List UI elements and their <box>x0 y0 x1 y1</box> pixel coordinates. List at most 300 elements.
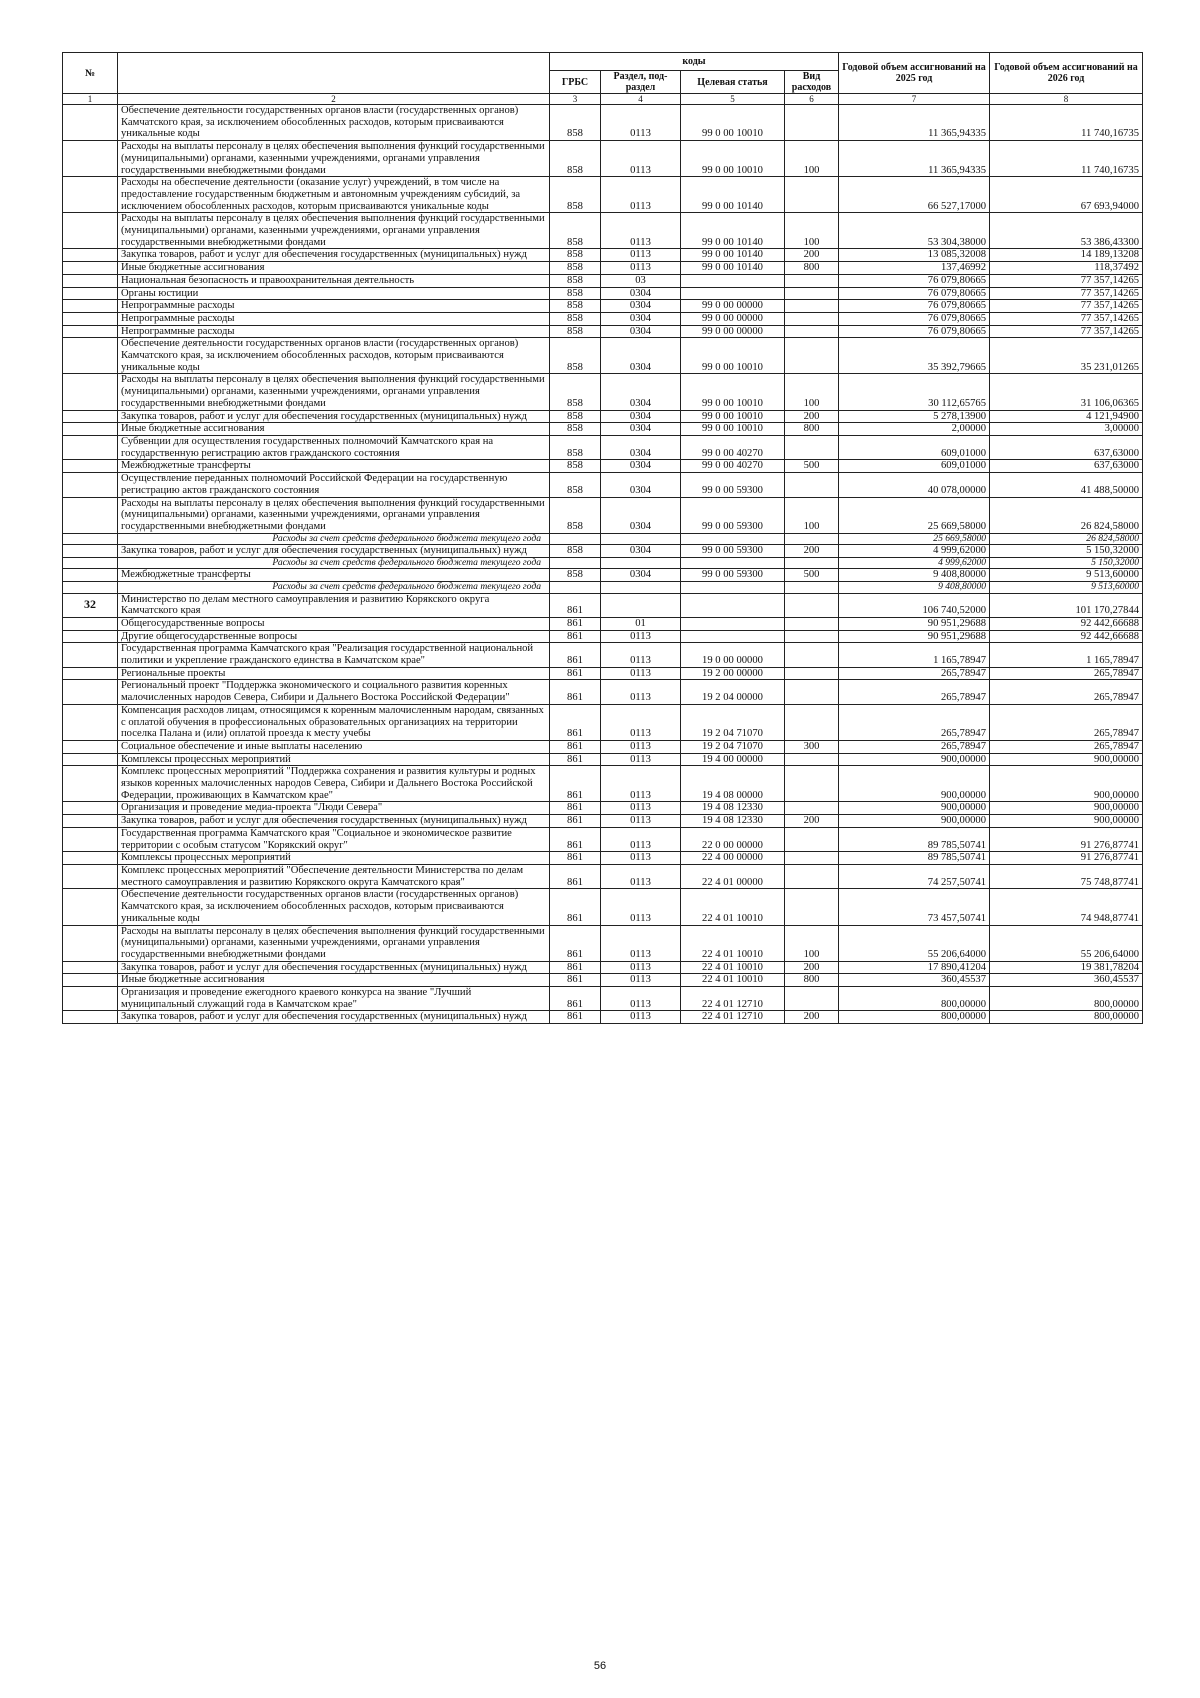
row-amount-2025: 106 740,52000 <box>839 593 990 617</box>
row-amount-2026: 637,63000 <box>990 435 1143 459</box>
row-amount-2026: 41 488,50000 <box>990 473 1143 497</box>
row-number <box>63 410 118 423</box>
row-type <box>785 593 839 617</box>
row-number <box>63 497 118 533</box>
row-target: 99 0 00 10010 <box>681 141 785 177</box>
row-amount-2025: 900,00000 <box>839 815 990 828</box>
row-grbs: 861 <box>550 802 601 815</box>
row-grbs <box>550 582 601 594</box>
row-type: 100 <box>785 374 839 410</box>
row-amount-2026: 900,00000 <box>990 766 1143 802</box>
row-number <box>63 802 118 815</box>
table-row <box>63 852 1143 865</box>
row-grbs: 858 <box>550 569 601 582</box>
row-section: 0113 <box>601 177 681 213</box>
row-amount-2025: 265,78947 <box>839 740 990 753</box>
row-amount-2025: 265,78947 <box>839 680 990 704</box>
row-grbs: 861 <box>550 961 601 974</box>
row-number <box>63 274 118 287</box>
table-body <box>63 105 1143 1024</box>
row-amount-2026: 9 513,60000 <box>990 582 1143 594</box>
row-amount-2025: 90 951,29688 <box>839 617 990 630</box>
row-target: 22 4 01 12710 <box>681 1011 785 1024</box>
row-section: 0113 <box>601 643 681 667</box>
table-row <box>63 473 1143 497</box>
row-grbs: 858 <box>550 312 601 325</box>
row-type <box>785 300 839 313</box>
row-amount-2025: 35 392,79665 <box>839 338 990 374</box>
row-section <box>601 533 681 545</box>
row-amount-2026: 77 357,14265 <box>990 312 1143 325</box>
row-amount-2025: 89 785,50741 <box>839 827 990 851</box>
row-name: Государственная программа Камчатского края "Реализация государственной национальной политики и укрепление гражданского единства в Камчатском крае" <box>118 643 550 667</box>
row-type <box>785 312 839 325</box>
row-target <box>681 557 785 569</box>
row-type: 100 <box>785 213 839 249</box>
row-amount-2026: 637,63000 <box>990 460 1143 473</box>
row-target: 19 2 04 71070 <box>681 740 785 753</box>
row-grbs: 858 <box>550 338 601 374</box>
row-number <box>63 533 118 545</box>
row-section: 0113 <box>601 704 681 740</box>
column-index-4: 4 <box>601 94 681 105</box>
row-number <box>63 473 118 497</box>
row-amount-2025: 73 457,50741 <box>839 889 990 925</box>
row-section: 0304 <box>601 338 681 374</box>
row-target: 99 0 00 59300 <box>681 569 785 582</box>
row-amount-2026: 11 740,16735 <box>990 141 1143 177</box>
row-grbs: 861 <box>550 925 601 961</box>
row-target: 22 4 01 00000 <box>681 864 785 888</box>
row-amount-2025: 265,78947 <box>839 667 990 680</box>
row-number: 32 <box>63 593 118 617</box>
row-type <box>785 338 839 374</box>
row-grbs: 861 <box>550 974 601 987</box>
row-amount-2026: 101 170,27844 <box>990 593 1143 617</box>
row-section: 0113 <box>601 105 681 141</box>
row-name: Иные бюджетные ассигнования <box>118 262 550 275</box>
row-grbs: 861 <box>550 753 601 766</box>
table-row <box>63 105 1143 141</box>
table-row <box>63 704 1143 740</box>
row-type: 300 <box>785 740 839 753</box>
row-grbs: 861 <box>550 1011 601 1024</box>
row-amount-2025: 17 890,41204 <box>839 961 990 974</box>
table-row <box>63 497 1143 533</box>
row-amount-2025: 74 257,50741 <box>839 864 990 888</box>
row-name: Расходы на выплаты персоналу в целях обеспечения выполнения функций государственными (муниципальными) органами, казенными учреждениями, органами управления государственными внебюджетными фондами <box>118 374 550 410</box>
row-type <box>785 753 839 766</box>
row-grbs: 861 <box>550 766 601 802</box>
row-amount-2026: 26 824,58000 <box>990 533 1143 545</box>
row-grbs: 861 <box>550 889 601 925</box>
row-name: Органы юстиции <box>118 287 550 300</box>
row-target: 99 0 00 10140 <box>681 262 785 275</box>
row-amount-2026: 75 748,87741 <box>990 864 1143 888</box>
row-type <box>785 827 839 851</box>
row-name: Иные бюджетные ассигнования <box>118 423 550 436</box>
table-row <box>63 766 1143 802</box>
row-amount-2026: 4 121,94900 <box>990 410 1143 423</box>
row-amount-2025: 800,00000 <box>839 987 990 1011</box>
row-type <box>785 473 839 497</box>
row-target <box>681 274 785 287</box>
row-target: 19 4 08 12330 <box>681 815 785 828</box>
row-number <box>63 582 118 594</box>
table-row <box>63 423 1143 436</box>
row-target: 22 0 00 00000 <box>681 827 785 851</box>
row-grbs: 858 <box>550 545 601 558</box>
row-target: 19 2 04 00000 <box>681 680 785 704</box>
row-number <box>63 262 118 275</box>
column-index-2: 2 <box>118 94 550 105</box>
row-amount-2026: 55 206,64000 <box>990 925 1143 961</box>
federal-funds-row <box>63 557 1143 569</box>
row-type <box>785 533 839 545</box>
row-target: 22 4 01 12710 <box>681 987 785 1011</box>
row-type: 800 <box>785 423 839 436</box>
row-section: 0113 <box>601 213 681 249</box>
row-number <box>63 766 118 802</box>
row-name: Региональный проект "Поддержка экономического и социального развития коренных малочисленных народов Севера, Сибири и Дальнего Востока Российской Федерации" <box>118 680 550 704</box>
row-amount-2026: 35 231,01265 <box>990 338 1143 374</box>
row-amount-2025: 76 079,80665 <box>839 300 990 313</box>
row-name: Иные бюджетные ассигнования <box>118 974 550 987</box>
row-name: Комплекс процессных мероприятий "Обеспечение деятельности Министерства по делам местного самоуправления и развитию Корякского округа Камчатского края" <box>118 864 550 888</box>
row-amount-2026: 53 386,43300 <box>990 213 1143 249</box>
row-amount-2025: 25 669,58000 <box>839 497 990 533</box>
column-index-3: 3 <box>550 94 601 105</box>
row-name: Государственная программа Камчатского края "Социальное и экономическое развитие территории с особым статусом "Корякский округ" <box>118 827 550 851</box>
header-2026: Годовой объем ассигнований на 2026 год <box>990 53 1143 94</box>
row-type <box>785 325 839 338</box>
row-name: Закупка товаров, работ и услуг для обеспечения государственных (муниципальных) нужд <box>118 410 550 423</box>
row-section: 0113 <box>601 249 681 262</box>
row-target <box>681 593 785 617</box>
row-section: 0113 <box>601 815 681 828</box>
row-grbs: 858 <box>550 497 601 533</box>
row-target: 22 4 01 10010 <box>681 889 785 925</box>
row-type <box>785 852 839 865</box>
row-amount-2025: 360,45537 <box>839 974 990 987</box>
row-amount-2025: 4 999,62000 <box>839 557 990 569</box>
header-num: № <box>63 53 118 94</box>
row-amount-2025: 76 079,80665 <box>839 312 990 325</box>
row-amount-2026: 77 357,14265 <box>990 325 1143 338</box>
row-amount-2025: 900,00000 <box>839 766 990 802</box>
row-target <box>681 617 785 630</box>
row-type <box>785 435 839 459</box>
row-section: 0304 <box>601 545 681 558</box>
row-type <box>785 630 839 643</box>
row-grbs: 861 <box>550 987 601 1011</box>
row-amount-2026: 900,00000 <box>990 802 1143 815</box>
row-number <box>63 338 118 374</box>
row-target <box>681 533 785 545</box>
table-row <box>63 667 1143 680</box>
row-name: Комплексы процессных мероприятий <box>118 852 550 865</box>
row-section: 0113 <box>601 630 681 643</box>
row-grbs: 861 <box>550 630 601 643</box>
row-type <box>785 889 839 925</box>
table-row <box>63 889 1143 925</box>
table-row <box>63 287 1143 300</box>
row-number <box>63 141 118 177</box>
row-amount-2026: 360,45537 <box>990 974 1143 987</box>
table-row <box>63 177 1143 213</box>
row-number <box>63 852 118 865</box>
row-target <box>681 287 785 300</box>
budget-table <box>62 52 1143 1024</box>
row-amount-2026: 91 276,87741 <box>990 852 1143 865</box>
row-grbs: 861 <box>550 617 601 630</box>
row-amount-2025: 900,00000 <box>839 802 990 815</box>
row-grbs: 861 <box>550 704 601 740</box>
row-number <box>63 827 118 851</box>
row-section: 03 <box>601 274 681 287</box>
row-amount-2026: 74 948,87741 <box>990 889 1143 925</box>
row-section: 0304 <box>601 312 681 325</box>
row-section: 0304 <box>601 325 681 338</box>
row-target: 22 4 01 10010 <box>681 974 785 987</box>
row-target: 99 0 00 00000 <box>681 325 785 338</box>
row-number <box>63 177 118 213</box>
row-section: 0113 <box>601 827 681 851</box>
row-target: 99 0 00 59300 <box>681 497 785 533</box>
row-section: 0113 <box>601 974 681 987</box>
page-number: 56 <box>593 1660 607 1672</box>
row-target: 99 0 00 00000 <box>681 300 785 313</box>
row-name: Закупка товаров, работ и услуг для обеспечения государственных (муниципальных) нужд <box>118 1011 550 1024</box>
table-row <box>63 213 1143 249</box>
row-name: Организация и проведение ежегодного краевого конкурса на звание "Лучший муниципальный служащий года в Камчатском крае" <box>118 987 550 1011</box>
header-name <box>118 53 550 94</box>
row-amount-2026: 67 693,94000 <box>990 177 1143 213</box>
row-target: 19 2 00 00000 <box>681 667 785 680</box>
row-amount-2026: 14 189,13208 <box>990 249 1143 262</box>
row-number <box>63 300 118 313</box>
row-number <box>63 889 118 925</box>
row-type <box>785 617 839 630</box>
row-amount-2026: 19 381,78204 <box>990 961 1143 974</box>
table-row <box>63 802 1143 815</box>
table-row <box>63 374 1143 410</box>
row-grbs: 861 <box>550 643 601 667</box>
column-index-1: 1 <box>63 94 118 105</box>
header-codes: коды <box>550 53 839 71</box>
row-amount-2025: 1 165,78947 <box>839 643 990 667</box>
row-name: Социальное обеспечение и иные выплаты населению <box>118 740 550 753</box>
row-section: 0113 <box>601 889 681 925</box>
row-number <box>63 753 118 766</box>
row-amount-2026: 118,37492 <box>990 262 1143 275</box>
row-amount-2025: 137,46992 <box>839 262 990 275</box>
row-number <box>63 680 118 704</box>
row-amount-2025: 76 079,80665 <box>839 287 990 300</box>
row-name: Компенсация расходов лицам, относящимся к коренным малочисленным народам, связанных с оплатой обучения в профессиональных образовательных организациях на территории поселка Палана и (или) оплатой проезда к месту учебы <box>118 704 550 740</box>
table-row <box>63 410 1143 423</box>
row-target: 99 0 00 10140 <box>681 213 785 249</box>
table-row <box>63 815 1143 828</box>
row-grbs: 861 <box>550 593 601 617</box>
row-amount-2025: 11 365,94335 <box>839 105 990 141</box>
row-section: 0113 <box>601 802 681 815</box>
row-amount-2026: 900,00000 <box>990 753 1143 766</box>
row-name: Организация и проведение медиа-проекта "Люди Севера" <box>118 802 550 815</box>
row-number <box>63 740 118 753</box>
row-name: Закупка товаров, работ и услуг для обеспечения государственных (муниципальных) нужд <box>118 249 550 262</box>
table-row <box>63 274 1143 287</box>
table-row <box>63 338 1143 374</box>
row-name: Расходы на выплаты персоналу в целях обеспечения выполнения функций государственными (муниципальными) органами, казенными учреждениями, органами управления государственными внебюджетными фондами <box>118 213 550 249</box>
row-section: 0113 <box>601 740 681 753</box>
row-name: Общегосударственные вопросы <box>118 617 550 630</box>
row-target: 99 0 00 40270 <box>681 460 785 473</box>
row-grbs: 861 <box>550 815 601 828</box>
table-row <box>63 300 1143 313</box>
row-type <box>785 287 839 300</box>
row-amount-2025: 265,78947 <box>839 704 990 740</box>
row-amount-2025: 25 669,58000 <box>839 533 990 545</box>
row-amount-2026: 77 357,14265 <box>990 274 1143 287</box>
row-amount-2026: 5 150,32000 <box>990 545 1143 558</box>
row-amount-2025: 4 999,62000 <box>839 545 990 558</box>
row-target: 99 0 00 10010 <box>681 338 785 374</box>
row-amount-2026: 11 740,16735 <box>990 105 1143 141</box>
row-section: 0113 <box>601 961 681 974</box>
row-name: Расходы на выплаты персоналу в целях обеспечения выполнения функций государственными (муниципальными) органами, казенными учреждениями, органами управления государственными внебюджетными фондами <box>118 497 550 533</box>
row-amount-2025: 609,01000 <box>839 435 990 459</box>
row-name: Обеспечение деятельности государственных органов власти (государственных органов) Камчатского края, за исключением обособленных расходов, которым присваиваются уникальные коды <box>118 889 550 925</box>
row-grbs: 858 <box>550 423 601 436</box>
row-grbs <box>550 557 601 569</box>
row-target <box>681 630 785 643</box>
row-section: 0113 <box>601 925 681 961</box>
row-amount-2026: 1 165,78947 <box>990 643 1143 667</box>
row-section <box>601 582 681 594</box>
row-amount-2025: 13 085,32008 <box>839 249 990 262</box>
table-row <box>63 827 1143 851</box>
row-target: 99 0 00 59300 <box>681 545 785 558</box>
table-row <box>63 925 1143 961</box>
table-row <box>63 974 1143 987</box>
row-number <box>63 312 118 325</box>
row-grbs: 861 <box>550 864 601 888</box>
row-number <box>63 213 118 249</box>
row-section: 0304 <box>601 460 681 473</box>
row-number <box>63 423 118 436</box>
budget-table-sheet <box>62 52 1142 1024</box>
row-number <box>63 667 118 680</box>
row-name: Закупка товаров, работ и услуг для обеспечения государственных (муниципальных) нужд <box>118 545 550 558</box>
row-target: 99 0 00 10010 <box>681 105 785 141</box>
row-target: 19 4 08 12330 <box>681 802 785 815</box>
row-section: 0113 <box>601 680 681 704</box>
row-name: Межбюджетные трансферты <box>118 569 550 582</box>
row-name: Расходы за счет средств федерального бюджета текущего года <box>118 533 550 545</box>
row-type: 100 <box>785 141 839 177</box>
column-index-5: 5 <box>681 94 785 105</box>
row-target: 99 0 00 10140 <box>681 177 785 213</box>
row-amount-2026: 800,00000 <box>990 987 1143 1011</box>
row-amount-2025: 30 112,65765 <box>839 374 990 410</box>
row-grbs: 858 <box>550 213 601 249</box>
header-section: Раздел, под-раздел <box>601 71 681 94</box>
row-name: Непрограммные расходы <box>118 300 550 313</box>
row-amount-2025: 55 206,64000 <box>839 925 990 961</box>
row-number <box>63 643 118 667</box>
row-section: 0304 <box>601 497 681 533</box>
table-row <box>63 460 1143 473</box>
row-number <box>63 325 118 338</box>
row-grbs: 858 <box>550 249 601 262</box>
row-amount-2025: 89 785,50741 <box>839 852 990 865</box>
row-grbs: 861 <box>550 740 601 753</box>
table-row <box>63 961 1143 974</box>
row-grbs: 861 <box>550 680 601 704</box>
row-name: Министерство по делам местного самоуправления и развитию Корякского округа Камчатского края <box>118 593 550 617</box>
row-grbs: 858 <box>550 473 601 497</box>
row-type <box>785 680 839 704</box>
row-section: 0113 <box>601 667 681 680</box>
row-number <box>63 864 118 888</box>
row-name: Закупка товаров, работ и услуг для обеспечения государственных (муниципальных) нужд <box>118 961 550 974</box>
header-grbs: ГРБС <box>550 71 601 94</box>
row-type: 100 <box>785 925 839 961</box>
row-amount-2026: 77 357,14265 <box>990 300 1143 313</box>
row-amount-2025: 11 365,94335 <box>839 141 990 177</box>
row-number <box>63 925 118 961</box>
row-amount-2025: 900,00000 <box>839 753 990 766</box>
row-target <box>681 582 785 594</box>
row-grbs <box>550 533 601 545</box>
row-type: 200 <box>785 410 839 423</box>
table-row <box>63 593 1143 617</box>
row-amount-2025: 53 304,38000 <box>839 213 990 249</box>
row-name: Комплекс процессных мероприятий "Поддержка сохранения и развития культуры и родных языков коренных малочисленных народов Севера, Сибири и Дальнего Востока Российской Федерации, проживающих в Камчатском крае" <box>118 766 550 802</box>
row-type: 200 <box>785 545 839 558</box>
row-grbs: 858 <box>550 325 601 338</box>
row-section <box>601 593 681 617</box>
row-type: 500 <box>785 460 839 473</box>
row-grbs: 858 <box>550 262 601 275</box>
row-amount-2026: 900,00000 <box>990 815 1143 828</box>
row-target: 19 4 00 00000 <box>681 753 785 766</box>
row-target: 99 0 00 10140 <box>681 249 785 262</box>
row-section: 0304 <box>601 423 681 436</box>
row-type <box>785 802 839 815</box>
row-name: Расходы на выплаты персоналу в целях обеспечения выполнения функций государственными (муниципальными) органами, казенными учреждениями, органами управления государственными внебюджетными фондами <box>118 141 550 177</box>
row-type <box>785 864 839 888</box>
row-name: Осуществление переданных полномочий Российской Федерации на государственную регистрацию актов гражданского состояния <box>118 473 550 497</box>
row-number <box>63 460 118 473</box>
row-type: 100 <box>785 497 839 533</box>
row-target: 19 4 08 00000 <box>681 766 785 802</box>
row-type <box>785 766 839 802</box>
row-grbs: 858 <box>550 374 601 410</box>
column-index-8: 8 <box>990 94 1143 105</box>
row-grbs: 861 <box>550 667 601 680</box>
row-grbs: 858 <box>550 141 601 177</box>
row-grbs: 858 <box>550 410 601 423</box>
row-amount-2025: 9 408,80000 <box>839 582 990 594</box>
row-amount-2026: 265,78947 <box>990 704 1143 740</box>
table-row <box>63 740 1143 753</box>
table-row <box>63 643 1143 667</box>
row-name: Субвенции для осуществления государственных полномочий Камчатского края на государственную регистрацию актов гражданского состояния <box>118 435 550 459</box>
row-amount-2025: 76 079,80665 <box>839 325 990 338</box>
row-name: Другие общегосударственные вопросы <box>118 630 550 643</box>
